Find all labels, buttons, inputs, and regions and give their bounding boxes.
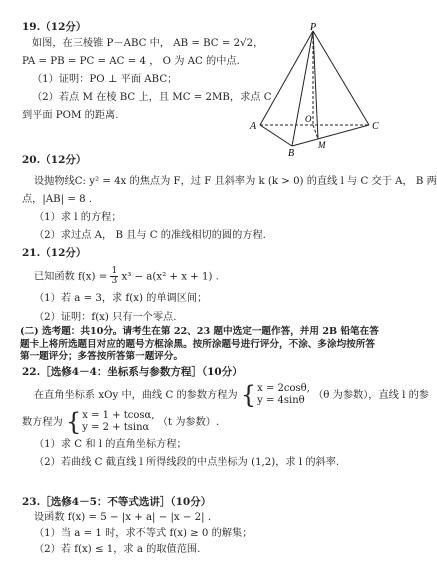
q21-func-suffix: x³ − a(x² + x + 1) . (121, 271, 219, 283)
label-O: O (305, 114, 312, 124)
q23-part-2: （2）若 f(x) ≤ 1，求 a 的取值范围. (34, 544, 201, 555)
question-21 (22, 246, 382, 324)
q23-part-1: （1）当 a = 1 时，求不等式 f(x) ≥ 0 的解集； (34, 528, 253, 539)
q21-line-1 (22, 267, 382, 286)
q22-sys1-row2: y = 4sinθ (257, 395, 305, 406)
tetrahedron-figure (250, 22, 385, 157)
q22-brace-1: { (240, 381, 257, 409)
label-B: B (288, 148, 295, 159)
question-22 (22, 365, 429, 469)
q19-line-5: 到平面 POM 的距离. (22, 110, 119, 121)
q20-part-2: （2）求过点 A， B 且与 C 的准线相切的圆的方程. (34, 230, 266, 241)
q20-line-1: 设抛物线C: y² = 4x 的焦点为 F，过 F 且斜率为 k (k > 0) 的直线 l 与 C 交于 A， B 两 (34, 176, 437, 187)
q22-sys2-row1: x = 1 + tcosα, (82, 410, 155, 421)
q21-heading: 21.（12分） (22, 247, 87, 259)
question-23 (22, 495, 382, 556)
q20-line-2: 点，|AB| = 8 . (22, 194, 93, 205)
q22-line-2 (22, 410, 382, 434)
label-P: P (310, 22, 317, 33)
q21-part-1: （1）若 a = 3，求 f(x) 的单调区间； (34, 293, 208, 304)
q21-func-prefix: 已知函数 f(x) = (34, 271, 108, 283)
q22-system-2 (82, 410, 154, 434)
q19-part-2: （2）若点 M 在棱 BC 上，且 MC = 2MB，求点 C (32, 92, 272, 103)
q22-curve-suffix: （θ 为参数），直线 l 的参 (313, 390, 429, 401)
q21-fraction-den: 3 (111, 276, 118, 286)
q22-line-prefix: 数方程为 (22, 417, 63, 428)
q22-brace-2: { (66, 408, 82, 436)
q22-system-1 (257, 383, 310, 407)
q22-line-suffix: （t 为参数）. (157, 417, 220, 428)
q22-part-1: （1）求 C 和 l 的直角坐标方程； (34, 439, 187, 450)
q20-heading: 20.（12分） (22, 154, 87, 166)
q22-part-2: （2）若曲线 C 截直线 l 所得线段的中点坐标为 (1,2)，求 l 的斜率. (34, 457, 340, 468)
label-A: A (250, 121, 257, 132)
q21-fraction (110, 267, 118, 286)
q19-line-1: 如图，在三棱锥 P－ABC 中， AB = BC = 2√2， (32, 38, 264, 49)
q22-curve-prefix: 在直角坐标系 xOy 中，曲线 C 的参数方程为 (34, 390, 238, 401)
label-M: M (318, 140, 326, 150)
elective-instructions: (二) 选考题：共10分。请考生在第 22、23 题中选定一题作答，并用 2B 铅笔在答题卡上将所选题目对应的题号方框涂黑。按所涂题号进行评分，不涂、多涂均按所答第一题评分；多答按所答第一题评分。 (20, 326, 379, 362)
q21-part-2: （2）证明：f(x) 只有一个零点. (34, 312, 177, 323)
label-C: C (372, 121, 379, 132)
q21-fraction-num: 1 (111, 266, 118, 276)
q19-line-2: PA = PB = PC = AC = 4 ， O 为 AC 的中点. (22, 56, 240, 67)
q22-sys1-row1: x = 2cosθ, (257, 383, 310, 394)
q23-line-1: 设函数 f(x) = 5 − |x + a| − |x − 2| . (34, 512, 212, 523)
q22-line-1 (22, 381, 429, 409)
q19-part-1: （1）证明：PO ⊥ 平面 ABC； (32, 74, 178, 85)
question-20 (22, 153, 437, 242)
q22-sys2-row2: y = 2 + tsinα (82, 422, 150, 433)
q20-part-1: （1）求 l 的方程； (34, 212, 122, 223)
q22-heading: 22.［选修4－4：坐标系与参数方程］（10分） (22, 366, 243, 378)
q19-heading: 19.（12分） (22, 21, 87, 33)
q23-heading: 23.［选修4－5：不等式选讲］（10分） (22, 496, 212, 508)
